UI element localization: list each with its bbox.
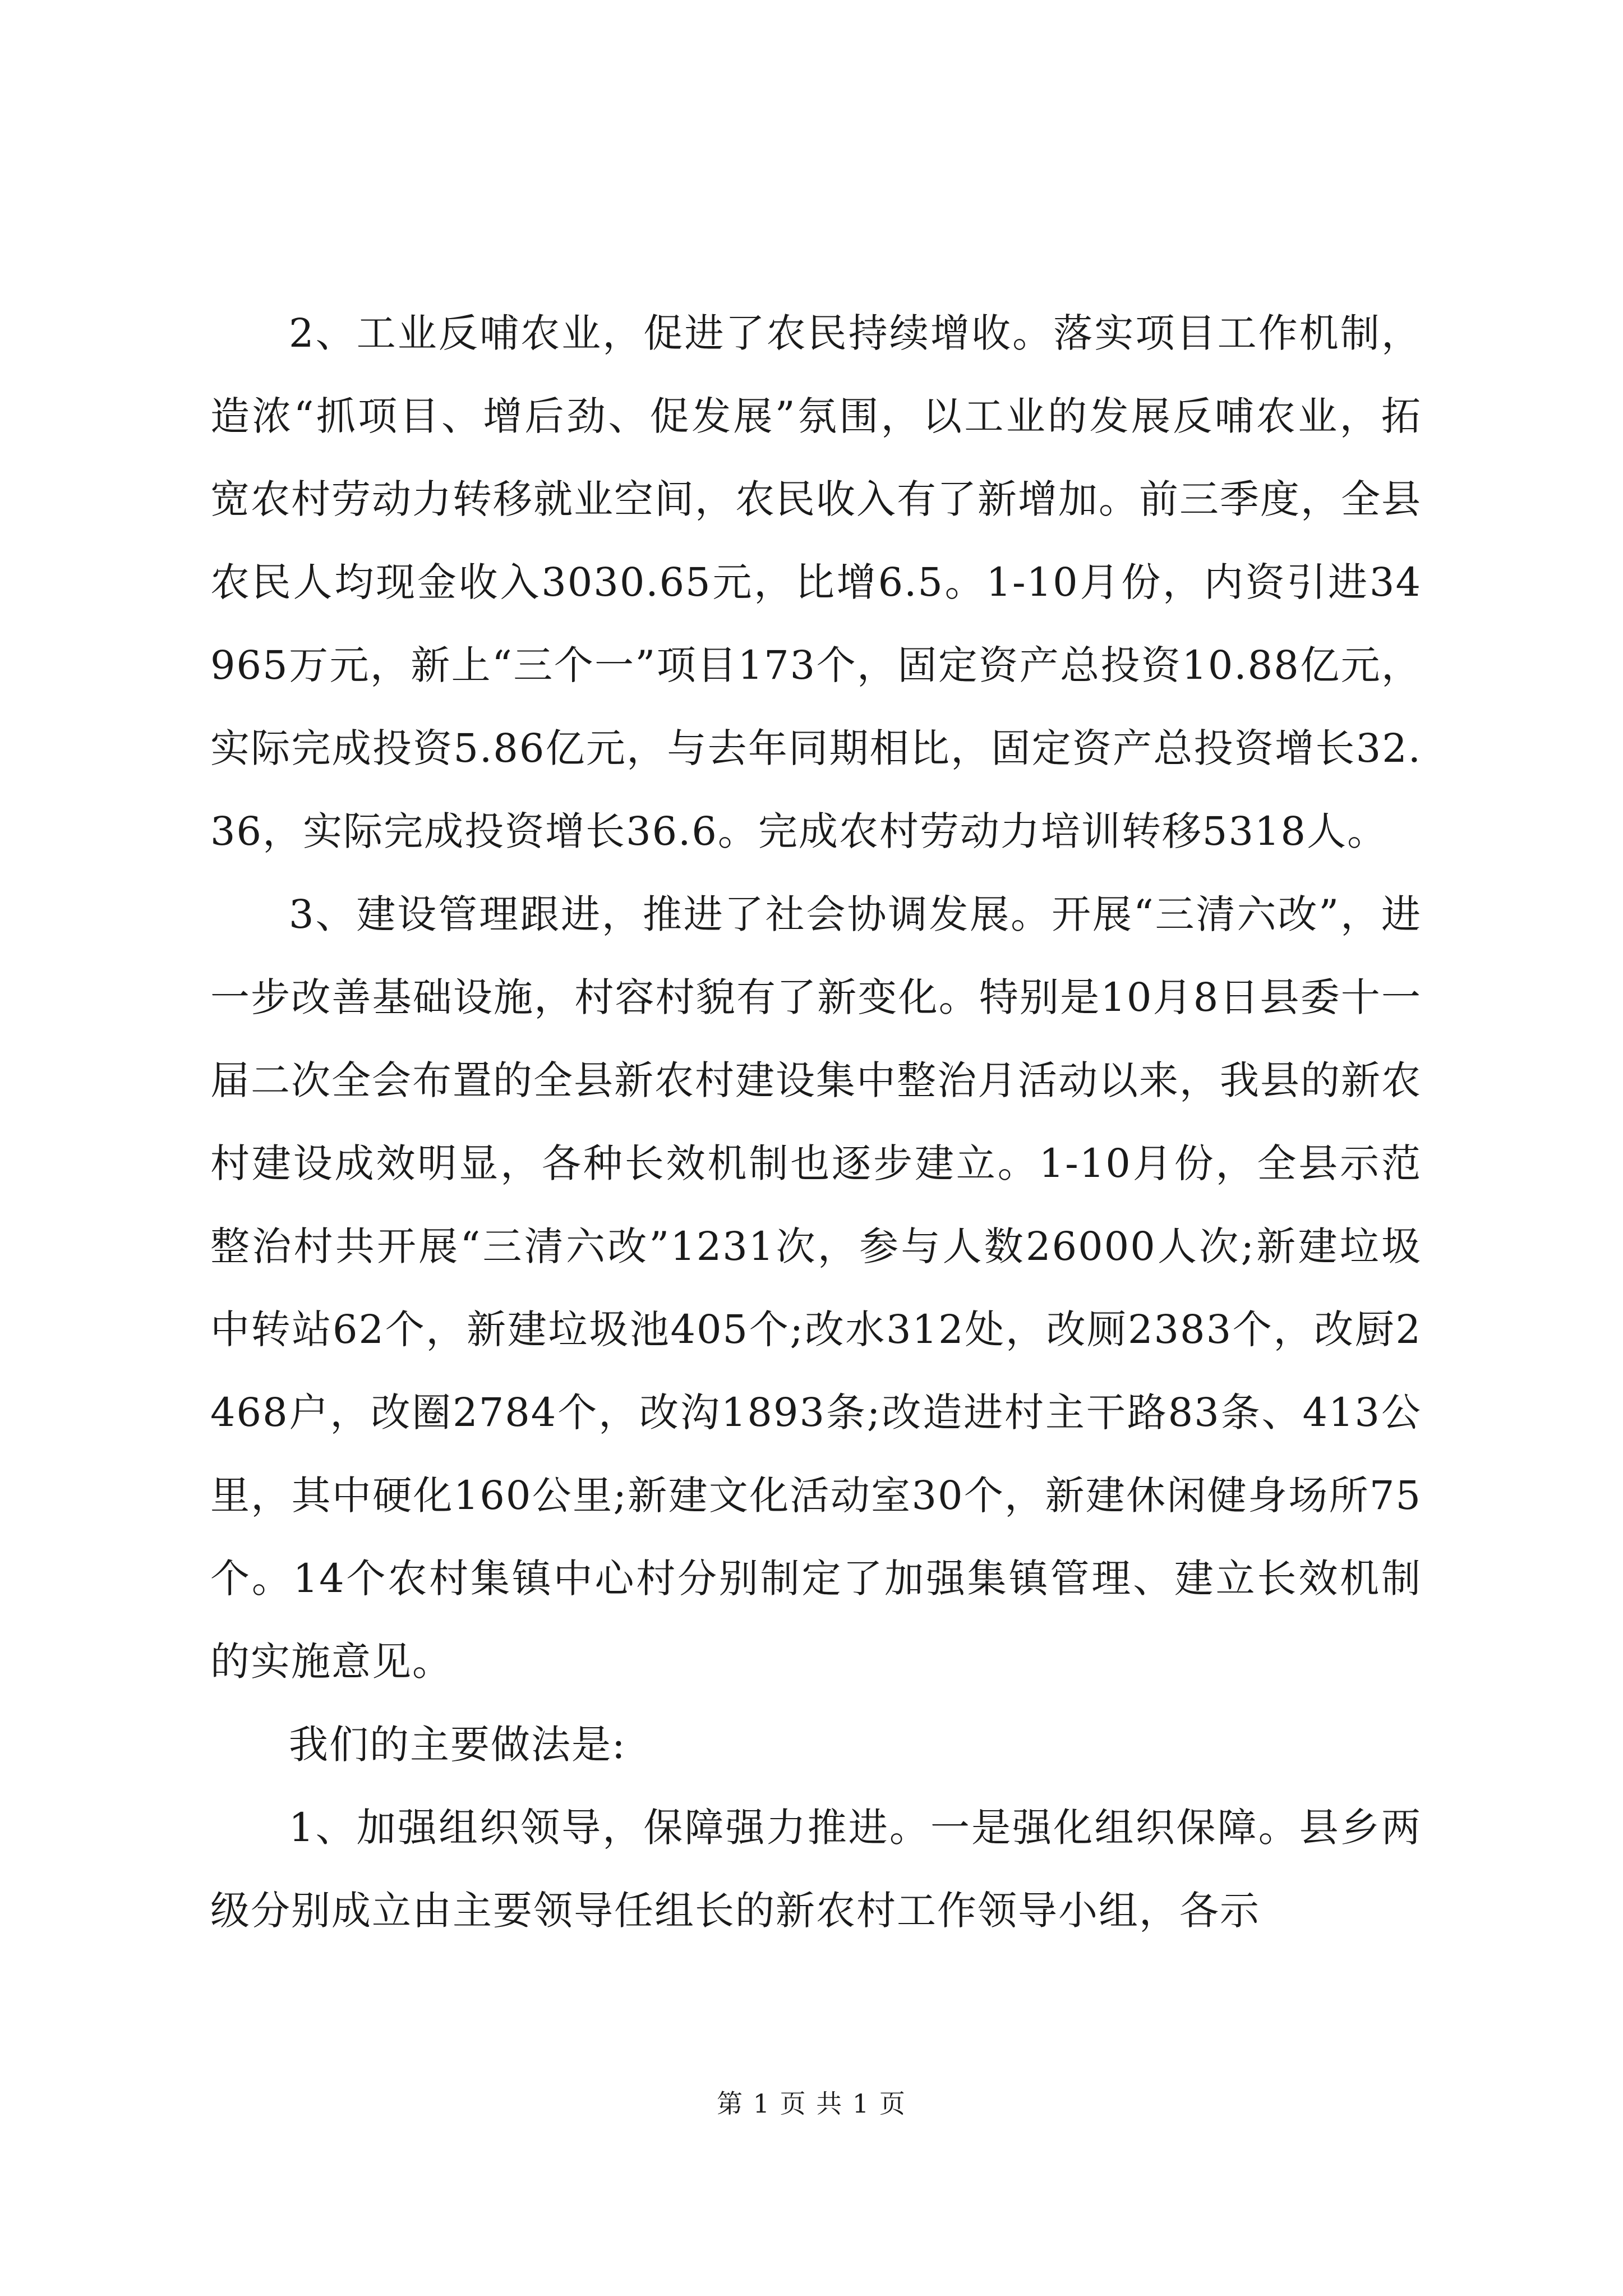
paragraph-industry-feedback: 2、工业反哺农业，促进了农民持续增收。落实项目工作机制，造浓“抓项目、增后劲、促发展”氛围，以工业的发展反哺农业，拓宽农村劳动力转移就业空间，农民收入有了新增加。前三季度，全县农民人均现金收入3030.65元，比增6.5。1-10月份，内资引进34965万元，新上“三个一”项目173个，固定资产总投资10.88亿元，实际完成投资5.86亿元，与去年同期相比，固定资产总投资增长32.36，实际完成投资增长36.6。完成农村劳动力培训转移5318人。 [210, 310, 1422, 854]
paragraph-main-practices-intro: 我们的主要做法是: [289, 1722, 626, 1768]
paragraph-construction-management: 3、建设管理跟进，推进了社会协调发展。开展“三清六改”，进一步改善基础设施，村容村貌有了新变化。特别是10月8日县委十一届二次全会布置的全县新农村建设集中整治月活动以来，我县的新农村建设成效明显，各种长效机制也逐步建立。1-10月份，全县示范整治村共开展“三清六改”1231次，参与人数26000人次;新建垃圾中转站62个，新建垃圾池405个;改水312处，改厕2383个，改厨2468户，改圈2784个，改沟1893条;改造进村主干路83条、413公里，其中硬化160公里;新建文化活动室30个，新建休闲健身场所75个。14个农村集镇中心村分别制定了加强集镇管理、建立长效机制的实施意见。 [210, 891, 1422, 1685]
page-number-footer: 第 1 页 共 1 页 [717, 2088, 906, 2119]
document-body [210, 292, 1422, 1952]
paragraph-organization-leadership: 1、加强组织领导，保障强力推进。一是强化组织保障。县乡两级分别成立由主要领导任组长的新农村工作领导小组，各示 [210, 1805, 1422, 1934]
